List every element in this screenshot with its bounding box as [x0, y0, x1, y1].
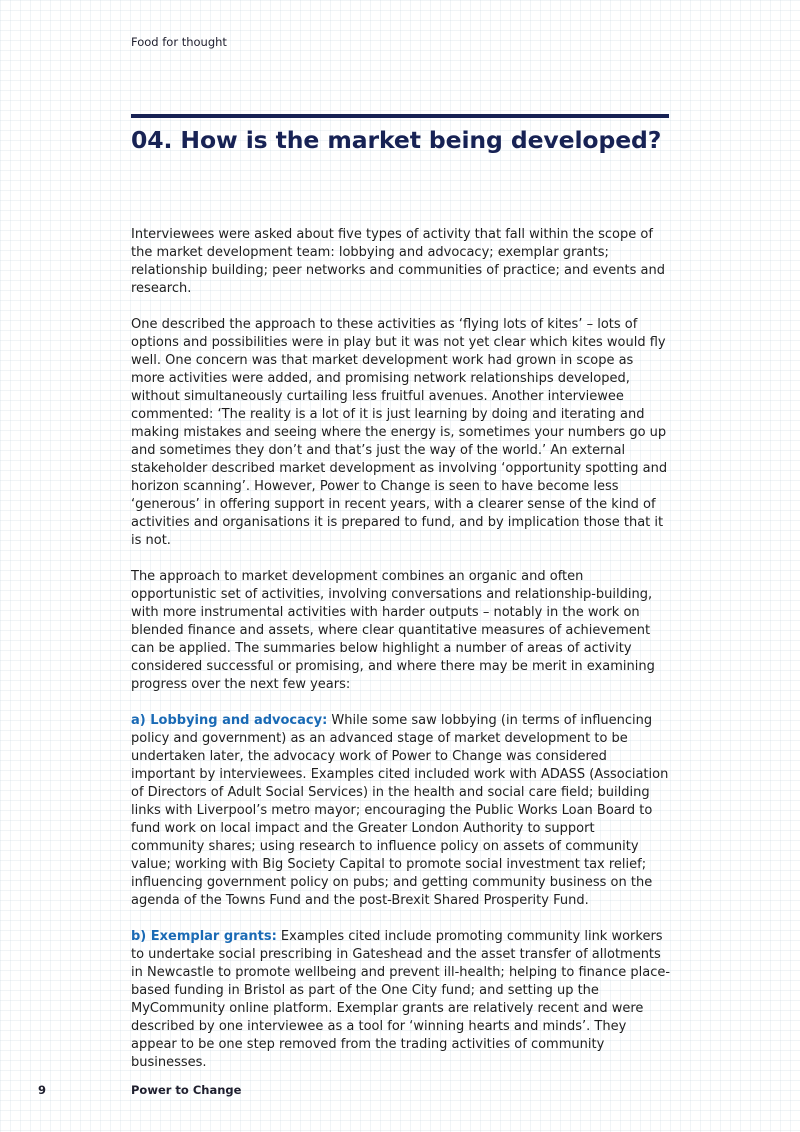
- lobbying-heading: a) Lobbying and advocacy:: [131, 713, 328, 728]
- body-text: [131, 226, 671, 1072]
- section-divider: [131, 114, 669, 118]
- paragraph-lobbying: [131, 712, 671, 910]
- paragraph-text: Interviewees were asked about five types of activity that fall within the scope of the market development team: lobbying and advocacy; exemplar grants; relationship building; peer networks and communities of practice; and events and research.: [131, 227, 665, 296]
- page-number: 9: [38, 1083, 47, 1097]
- section-title: 04. How is the market being developed?: [131, 126, 662, 154]
- paragraph-text: One described the approach to these activities as ‘flying lots of kites’ – lots of options and possibilities were in play but it was not yet clear which kites would fly well. One concern was that market development work had grown in scope as more activities were added, and promising network relationships developed, without simultaneously curtailing less fruitful avenues. Another interviewee commented: ‘The reality is a lot of it is just learning by doing and iterating and making mistakes and seeing where the energy is, sometimes your numbers go up and sometimes they don’t and that’s just the way of the world.’ An external stakeholder described market development as involving ‘opportunity spotting and horizon scanning’. However, Power to Change is seen to have become less ‘generous’ in offering support in recent years, with a clearer sense of the kind of activities and organisations it is prepared to fund, and by implication those that it is not.: [131, 317, 668, 548]
- paragraph-grants: [131, 928, 671, 1072]
- paragraph-text: While some saw lobbying (in terms of influencing policy and government) as an advanced stage of market development to be undertaken later, the advocacy work of Power to Change was considered important by interviewees. Examples cited included work with ADASS (Association of Directors of Adult Social Services) in the health and social care field; building links with Liverpool’s metro mayor; encouraging the Public Works Loan Board to fund work on local impact and the Greater London Authority to support community shares; using research to influence policy on assets of community value; working with Big Society Capital to promote social investment tax relief; influencing government policy on pubs; and getting community business on the agenda of the Towns Fund and the post-Brexit Shared Prosperity Fund.: [131, 713, 669, 908]
- paragraph-intro: [131, 226, 671, 298]
- footer-organisation: Power to Change: [131, 1083, 242, 1097]
- paragraph-approach: [131, 568, 671, 694]
- grants-heading: b) Exemplar grants:: [131, 929, 277, 944]
- paragraph-text: Examples cited include promoting community link workers to undertake social prescribing in Gateshead and the asset transfer of allotments in Newcastle to promote wellbeing and prevent ill-health; helping to finance place-based funding in Bristol as part of the One City fund; and setting up the MyCommunity online platform. Exemplar grants are relatively recent and were described by one interviewee as a tool for ‘winning hearts and minds’. They appear to be one step removed from the trading activities of community businesses.: [131, 929, 671, 1070]
- paragraph-text: The approach to market development combines an organic and often opportunistic set of activities, involving conversations and relationship-building, with more instrumental activities with harder outputs – notably in the work on blended finance and assets, where clear quantitative measures of achievement can be applied. The summaries below highlight a number of areas of activity considered successful or promising, and where there may be merit in examining progress over the next few years:: [131, 569, 655, 692]
- running-header: Food for thought: [131, 35, 227, 49]
- paragraph-kites: [131, 316, 671, 550]
